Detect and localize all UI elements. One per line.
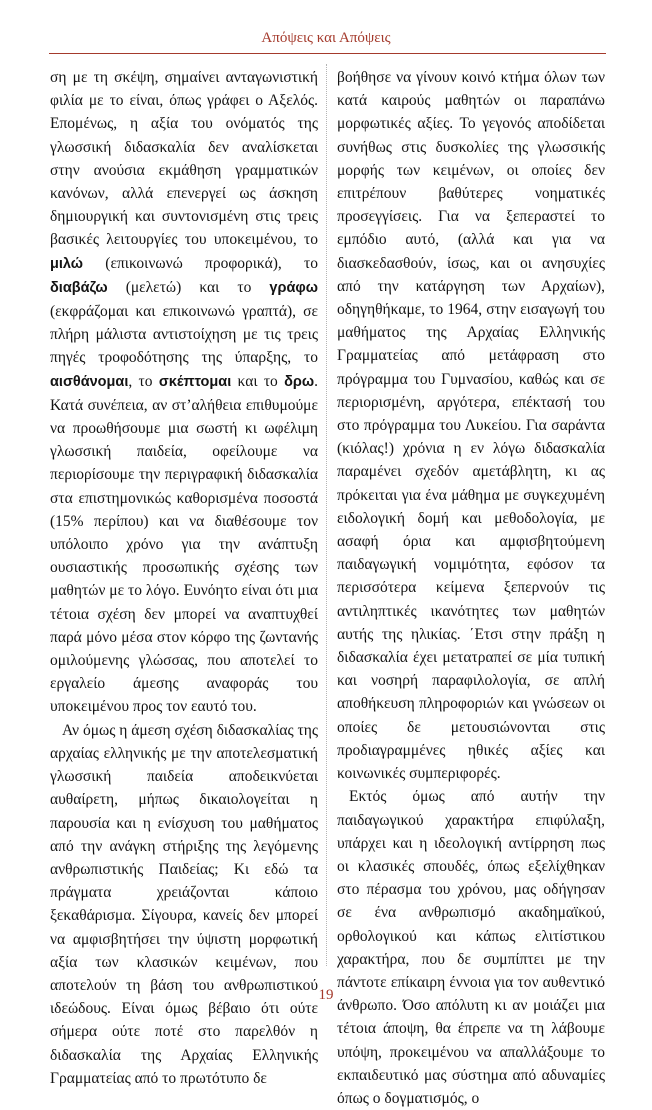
right-column: [337, 66, 605, 1110]
right-paragraph-2: Εκτός όμως από αυτήν την παιδαγωγικού χαρακτήρα επιφύλαξη, υπάρχει και η ιδεολογική αντίρρηση πως οι κλασικές σπουδές, όπως εξελίχθηκαν στο πέρασμα του χρόνου, μας οδήγησαν σε ένα ανθρωπισμό ακαδημαϊκού, ορθολογικού και κάπως ελιτίστικου χαρακτήρα, που δε συμπίπτει με την πάντοτε επίκαιρη έννοια για τον αυθεντικό άνθρωπο. Όσο απόλυτη κι αν μοιάζει μια τέτοια άποψη, θα έπρεπε να τη λάβουμε υπόψη, προκειμένου να απαλλάξουμε το εκπαιδευτικό μας σύστημα από αδυναμίες όπως ο δογματισμός, ο: [337, 788, 605, 1107]
left-paragraph-1: [50, 66, 318, 719]
text-run: ση με τη σκέψη, σημαίνει ανταγωνιστική φιλία με το είναι, όπως γράφει ο Αξελός. Επομένως, η αξία του ονόματός της γλωσσική διδασκαλία δεν αναλίσκεται στην ανούσια εκμάθηση γραμματικών κανόνων, αλλά επενεργεί ως άσκηση δημιουργική και συντονισμένη στις τρεις βασικές λειτουργίες του υποκειμένου, το: [50, 69, 318, 249]
text-run: (εκφράζομαι και επικοινωνώ γραπτά), σε πλήρη μάλιστα αντιστοίχηση με τις τρεις πηγές τροφοδότησης της ύπαρξης, το: [50, 303, 318, 367]
keyword-act: δρω: [284, 373, 315, 390]
column-divider: [326, 64, 327, 966]
text-run: , το: [128, 372, 159, 390]
right-paragraph-1: βοήθησε να γίνουν κοινό κτήμα όλων των κατά καιρούς μαθητών οι παραπάνω μορφωτικές αξίες. Το γεγονός αποδίδεται συνήθως στις δυσκολίες της γλωσσικής μορφής των κειμένων, οι οποίες δεν επιτρέπουν βαθύτερες νοηματικές προσεγγίσεις. Για να ξεπεραστεί το εμπόδιο αυτό, (αλλά και για να διασκεδασθούν, ίσως, και οι ανησυχίες από την κατάργηση των Αρχαίων), οδηγηθήκαμε, το 1964, στην εισαγωγή του μαθήματος της Αρχαίας Ελληνικής Γραμματείας από μετάφραση στο πρόγραμμα του Γυμνασίου, καθώς και σε περιορισμένη, αργότερα, επέκτασή του στο πρόγραμμα του Λυκείου. Για σαράντα (κιόλας!) χρόνια η εν λόγω διδασκαλία παραμένει σχεδόν αμετάβλητη, κι ας πρόκειται για ένα μάθημα με συγκεχυμένη ειδολογική δομή και μεθοδολογία, με ασαφή όρια και αμφισβητούμενη παιδαγωγική νομιμότητα, εφόσον τα περισσότερα κείμενα ξεπερνούν τις αντιληπτικές ικανότητες των μαθητών αυτής της ηλικίας. ΄Ετσι στην πράξη η διδασκαλία έχει μετατραπεί σε μία τυπική και νοσηρή παραφιλολογία, σε απλή αποθήκευση πληροφοριών και γνώσεων οι οποίες δε μετουσιώνονται στις προδιαγραμμένες ηθικές αξίες και κοινωνικές συμπεριφορές.: [337, 69, 605, 783]
text-run: (μελετώ) και το: [107, 278, 270, 296]
page-number: 19: [318, 987, 334, 1003]
running-header: Απόψεις και Απόψεις: [261, 30, 391, 46]
left-column: [50, 66, 318, 1090]
keyword-speak: μιλώ: [50, 255, 84, 272]
keyword-write: γράφω: [269, 279, 318, 296]
keyword-feel: αισθάνομαι: [50, 373, 129, 390]
text-run: . Κατά συνέπεια, αν στ’αλήθεια επιθυμούμε να προωθήσουμε μια σωστή κι ωφέλιμη γλωσσική παιδεία, οφείλουμε να περιορίσουμε την περιγραφική διδασκαλία στα επιστημονικώς καθορισμένα ποσοστά (15% περίπου) και να διαθέσουμε τον υπόλοιπο χρόνο για την ανάπτυξη ουσιαστικής προσωπικής σχέσης των μαθητών με το λόγο. Ευνόητο είναι ότι μια τέτοια σχέση δεν μπορεί να αναπτυχθεί παρά μόνο μέσα στον κόρφο της ζωντανής ομιλούμενης γλώσσας, που αποτελεί το εργαλείο άμεσης αναφοράς του υποκειμένου προς τον εαυτό του.: [50, 372, 318, 716]
left-paragraph-2: Αν όμως η άμεση σχέση διδασκαλίας της αρχαίας ελληνικής με την αποτελεσματική γλωσσική παιδεία αποδεικνύεται αυθαίρετη, μήπως δικαιολογείται η παρουσία και η ενίσχυση του μαθήματος από την ανάγκη στήριξης της λεγόμενης ανθρωπιστικής Παιδείας; Κι εδώ τα πράγματα χρειάζονται κάποιο ξεκαθάρισμα. Σίγουρα, κανείς δεν μπορεί να αμφισβητήσει την ύψιστη μορφωτική αξία των κλασικών κειμένων, που αποτελούν τη βάση του ανθρωπιστικού ιδεώδους. Είναι όμως βέβαιο ότι ούτε σήμερα ούτε ποτέ στο παρελθόν η διδασκαλία της Αρχαίας Ελληνικής Γραμματείας από το πρωτότυπο δε: [50, 721, 318, 1087]
header-rule: [49, 53, 606, 54]
text-run: και το: [231, 372, 285, 390]
keyword-read: διαβάζω: [50, 279, 108, 296]
text-run: (επικοινωνώ προφορικά), το: [83, 254, 318, 272]
keyword-think: σκέπτομαι: [158, 373, 232, 390]
